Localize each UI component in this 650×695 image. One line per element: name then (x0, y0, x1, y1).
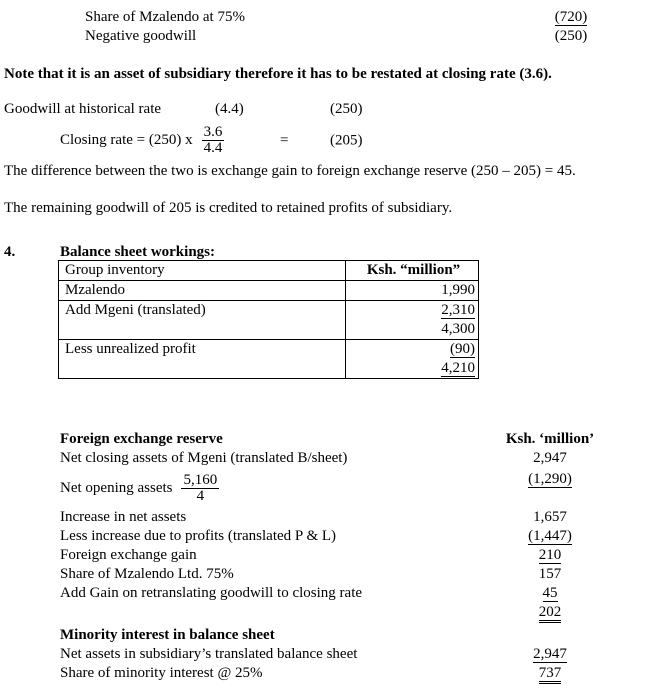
row-value (541, 8, 601, 27)
fx-row (4, 546, 650, 565)
fx-heading: Foreign exchange reserve (60, 431, 223, 447)
row-label: Share of Mzalendo at 75% (85, 9, 245, 25)
underlined-amount: (90) (450, 341, 475, 357)
row-label: Increase in net assets (60, 509, 187, 525)
fraction-denominator: 4 (196, 487, 205, 504)
row-label: Less increase due to profits (translated P & L) (60, 528, 337, 544)
row-label-cell: Add Mgeni (translated) (59, 301, 346, 321)
table-row (59, 340, 479, 360)
header-unit-cell: Ksh. “million” (346, 261, 479, 281)
fx-unit: Ksh. ‘million’ (505, 431, 595, 447)
restatement-note: Note that it is an asset of subsidiary therefore it has to be restated at closing rate (3.6). (4, 66, 552, 82)
row-value (495, 470, 605, 489)
row-value-cell (346, 359, 479, 379)
fraction-denominator: 4.4 (203, 140, 223, 156)
row-label: Share of minority interest @ 25% (60, 665, 263, 681)
underlined-amount: 45 (542, 585, 558, 601)
table-row (59, 281, 479, 301)
minority-total-row (4, 664, 650, 683)
double-underlined-amount: 737 (539, 665, 562, 684)
underlined-amount: 4,210 (441, 360, 475, 376)
fraction-numerator: 5,160 (183, 471, 218, 488)
underlined-amount: 2,947 (533, 646, 567, 662)
fx-heading-row (4, 430, 650, 449)
closing-rate-calculation-row (4, 124, 650, 157)
fraction-numerator: 3.6 (203, 124, 223, 140)
section-heading: Balance sheet workings: (60, 244, 215, 260)
group-inventory-table (58, 260, 479, 379)
row-value: (250) (554, 28, 588, 44)
minority-heading: Minority interest in balance sheet (60, 627, 275, 643)
row-label: Net opening assets (60, 479, 173, 496)
foreign-exchange-reserve-section (4, 430, 650, 622)
row-value-cell: 1,990 (346, 281, 479, 301)
table-row (59, 359, 479, 379)
balance-sheet-workings-heading-row (4, 243, 650, 260)
row-label: Net closing assets of Mgeni (translated B/sheet) (60, 450, 348, 466)
fx-total-row (4, 603, 650, 622)
row-value-cell (346, 340, 479, 360)
calculation-prefix: Closing rate = (250) x (60, 132, 193, 148)
minority-row (4, 645, 650, 664)
header-label-cell: Group inventory (59, 261, 346, 281)
table-row (59, 301, 479, 321)
minority-interest-section (4, 626, 650, 683)
calculation-result: (205) (330, 132, 363, 148)
fx-row-net-opening-assets (4, 468, 650, 508)
row-label: Add Gain on retranslating goodwill to closing rate (60, 585, 363, 601)
row-value (495, 603, 605, 623)
underlined-amount: 210 (538, 547, 562, 563)
row-value: 2,947 (533, 450, 567, 466)
double-underlined-amount: 202 (539, 604, 562, 623)
row-value: 157 (538, 566, 562, 582)
row-label: Foreign exchange gain (60, 547, 197, 563)
item-number: 4. (4, 244, 16, 260)
fx-row (4, 449, 650, 468)
row-label: Goodwill at historical rate (4, 101, 162, 117)
row-value: 1,657 (533, 509, 567, 525)
row-label: Share of Mzalendo Ltd. 75% (60, 566, 234, 582)
row-value (495, 584, 605, 603)
equals-sign: = (280, 132, 289, 148)
rate-fraction (202, 125, 225, 156)
row-label: Net assets in subsidiary’s translated balance sheet (60, 646, 358, 662)
goodwill-amount: (250) (330, 101, 363, 117)
row-label-cell (59, 359, 346, 379)
row-value (495, 527, 605, 546)
opening-assets-fraction (181, 473, 219, 504)
row-value (495, 546, 605, 565)
underlined-amount: (720) (554, 9, 588, 25)
row-label-cell: Mzalendo (59, 281, 346, 301)
goodwill-historical-rate-row (4, 100, 650, 119)
fx-row (4, 527, 650, 546)
remaining-goodwill-paragraph: The remaining goodwill of 205 is credited to retained profits of subsidiary. (4, 200, 453, 216)
table-row (59, 320, 479, 340)
row-label-cell (59, 320, 346, 340)
underlined-amount: 2,310 (441, 302, 475, 318)
fx-row (4, 565, 650, 584)
fx-row (4, 584, 650, 603)
table-header-row (59, 261, 479, 281)
historical-rate: (4.4) (215, 101, 244, 117)
underlined-amount: (1,290) (528, 471, 572, 487)
row-value (495, 664, 605, 684)
negative-goodwill-row (4, 27, 650, 46)
fx-row (4, 508, 650, 527)
minority-heading-row (4, 626, 650, 645)
underlined-amount: (1,447) (528, 528, 572, 544)
row-label-cell: Less unrealized profit (59, 340, 346, 360)
row-label: Negative goodwill (85, 28, 197, 44)
row-value (495, 645, 605, 664)
row-value-cell: 4,300 (346, 320, 479, 340)
share-of-mzalendo-row (4, 8, 650, 27)
exchange-gain-paragraph: The difference between the two is exchange gain to foreign exchange reserve (250 – 205) = 45. (4, 163, 576, 179)
row-value-cell (346, 301, 479, 321)
